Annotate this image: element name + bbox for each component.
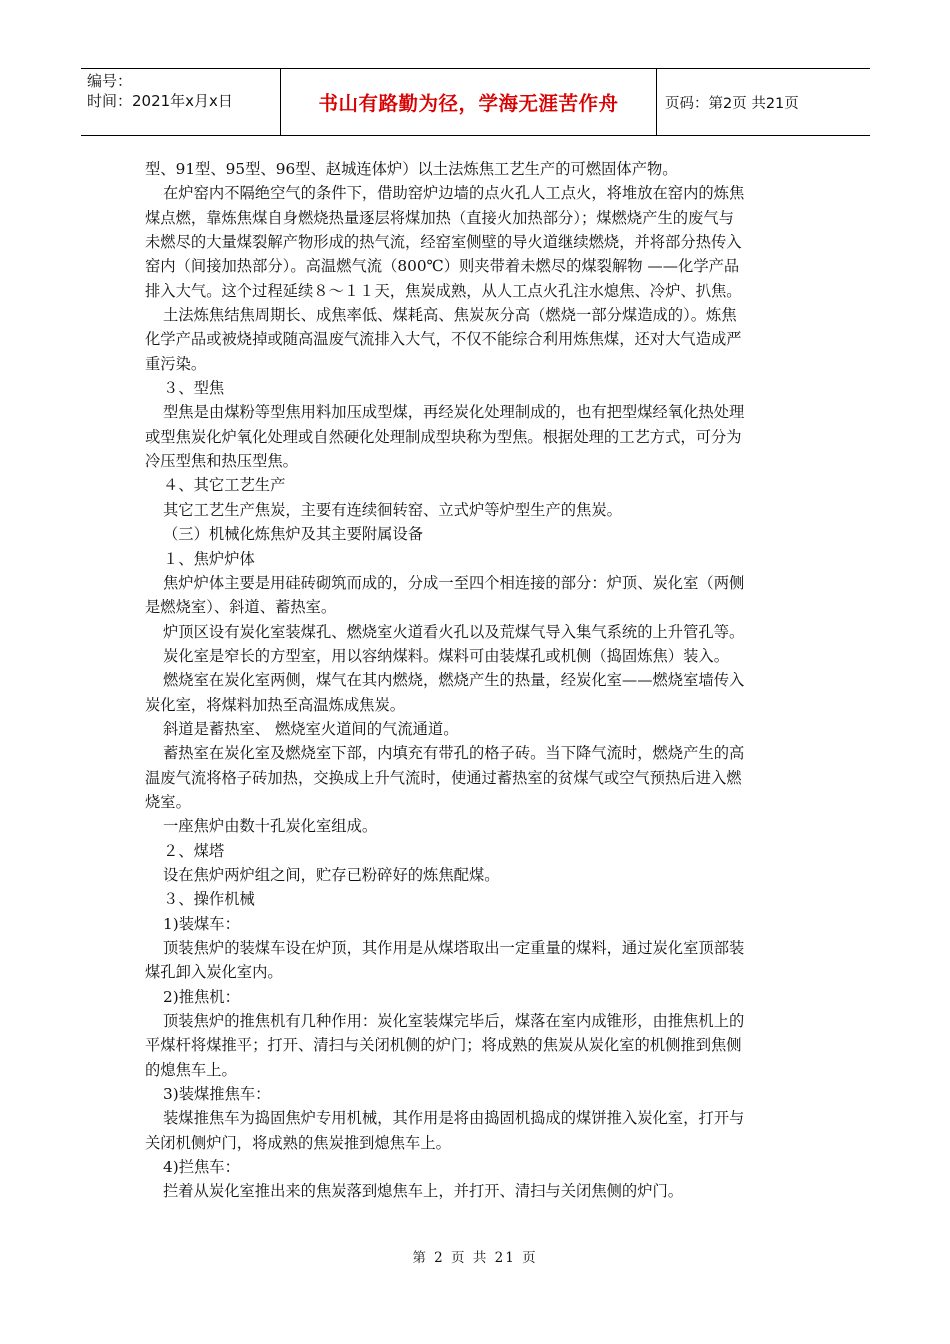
text-line: ３、操作机械 (163, 890, 255, 909)
document-body (145, 157, 815, 1204)
header-motto: 书山有路勤为径，学海无涯苦作舟 (318, 92, 619, 115)
text-line: 的熄焦车上。 (145, 1060, 237, 1079)
text-line: （三）机械化炼焦炉及其主要附属设备 (163, 525, 424, 544)
text-line: 在炉窑内不隔绝空气的条件下，借助窑炉边墙的点火孔人工点火，将堆放在窑内的炼焦 (163, 184, 745, 203)
page-number-label: 页码：第2页 共21页 (665, 95, 799, 112)
text-line: 重污染。 (145, 354, 207, 373)
text-line: 燃烧室在炭化室两侧，煤气在其内燃烧，燃烧产生的热量，经炭化室——燃烧室墙传入 (163, 671, 745, 690)
serial-label: 编号： (87, 72, 133, 90)
text-line: 2)推焦机： (163, 987, 240, 1006)
time-label: 时间：2021年x月x日 (87, 92, 233, 110)
text-line: 排入大气。这个过程延续８～１１天，焦炭成熟，从人工点火孔注水熄焦、冷炉、扒焦。 (145, 281, 742, 300)
text-line: 蓄热室在炭化室及燃烧室下部，内填充有带孔的格子砖。当下降气流时，燃烧产生的高 (163, 744, 745, 763)
text-line: 炭化室，将煤料加热至高温炼成焦炭。 (145, 695, 406, 714)
page-header (81, 68, 870, 136)
text-line: 温废气流将格子砖加热，交换成上升气流时，使通过蓄热室的贫煤气或空气预热后进入燃 (145, 768, 742, 787)
text-line: 型、91型、95型、96型、赵城连体炉）以土法炼焦工艺生产的可燃固体产物。 (145, 160, 678, 178)
text-line: 设在焦炉两炉组之间，贮存已粉碎好的炼焦配煤。 (163, 865, 500, 884)
text-line: 未燃尽的大量煤裂解产物形成的热气流，经窑室侧壁的导火道继续燃烧，并将部分热传入 (145, 233, 742, 252)
text-line: 化学产品或被烧掉或随高温废气流排入大气，不仅不能综合利用炼焦煤，还对大气造成严 (145, 330, 742, 349)
text-line: 煤点燃，靠炼焦煤自身燃烧热量逐层将煤加热（直接火加热部分）；煤燃烧产生的废气与 (145, 208, 734, 227)
text-line: 3)装煤推焦车： (163, 1085, 271, 1104)
text-line: 平煤杆将煤推平；打开、清扫与关闭机侧的炉门；将成熟的焦炭从炭化室的机侧推到焦侧 (145, 1036, 742, 1055)
text-line: 炭化室是窄长的方型室，用以容纳煤料。煤料可由装煤孔或机侧（捣固炼焦）装入。 (163, 646, 729, 665)
text-line: １、焦炉炉体 (163, 549, 255, 568)
text-line: 焦炉炉体主要是用硅砖砌筑而成的，分成一至四个相连接的部分：炉顶、炭化室（两侧 (163, 573, 745, 592)
text-line: 冷压型焦和热压型焦。 (145, 452, 298, 471)
text-line: 顶装焦炉的装煤车设在炉顶，其作用是从煤塔取出一定重量的煤料，通过炭化室顶部装 (163, 939, 745, 957)
text-line: 斜道是蓄热室、 燃烧室火道间的气流通道。 (163, 719, 459, 738)
text-line: 型焦是由煤粉等型焦用料加压成型煤，再经炭化处理制成的，也有把型煤经氧化热处理 (163, 403, 745, 422)
text-line: 关闭机侧炉门，将成熟的焦炭推到熄焦车上。 (145, 1133, 451, 1152)
page-footer: 第 2 页 共 21 页 (412, 1250, 538, 1266)
text-line: 炉顶区设有炭化室装煤孔、燃烧室火道看火孔以及荒煤气导入集气系统的上升管孔等。 (163, 622, 745, 641)
text-line: ２、煤塔 (163, 841, 225, 860)
header-meta (81, 69, 281, 135)
text-line: 土法炼焦结焦周期长、成焦率低、煤耗高、焦炭灰分高（燃烧一部分煤造成的）。炼焦 (163, 306, 737, 325)
text-line: 窑内（间接加热部分）。高温燃气流（800℃）则夹带着未燃尽的煤裂解物 ——化学产品 (145, 257, 740, 276)
text-line: 1)装煤车： (163, 914, 240, 933)
text-line: 拦着从炭化室推出来的焦炭落到熄焦车上，并打开、清扫与关闭焦侧的炉门。 (163, 1182, 684, 1201)
text-line: 是燃烧室）、斜道、蓄热室。 (145, 598, 337, 617)
text-line: 一座焦炉由数十孔炭化室组成。 (163, 817, 378, 836)
text-line: 顶装焦炉的推焦机有几种作用：炭化室装煤完毕后，煤落在室内成锥形，由推焦机上的 (163, 1012, 745, 1031)
text-line: 或型焦炭化炉氧化处理或自然硬化处理制成型块称为型焦。根据处理的工艺方式，可分为 (145, 427, 742, 446)
text-line: 4)拦焦车： (163, 1158, 240, 1177)
header-motto-cell (281, 69, 657, 135)
text-line: 煤孔卸入炭化室内。 (145, 963, 283, 982)
text-line: 烧室。 (145, 792, 191, 811)
text-line: 装煤推焦车为捣固焦炉专用机械，其作用是将由捣固机捣成的煤饼推入炭化室，打开与 (163, 1109, 745, 1128)
text-line: ３、型焦 (163, 379, 225, 398)
text-line: 其它工艺生产焦炭，主要有连续徊转窑、立式炉等炉型生产的焦炭。 (163, 500, 622, 519)
text-line: ４、其它工艺生产 (163, 476, 286, 495)
